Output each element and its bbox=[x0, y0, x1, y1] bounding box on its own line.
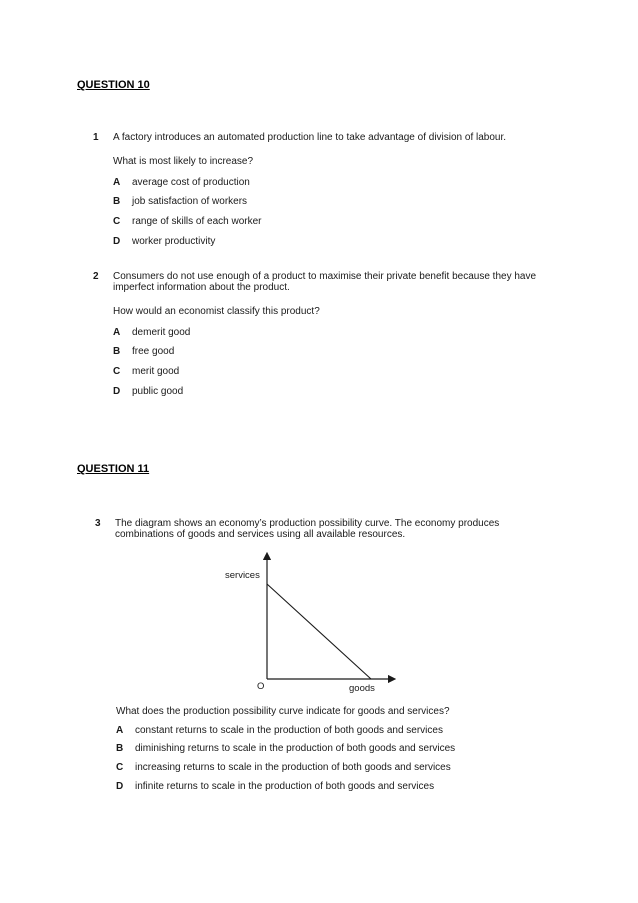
option-text: average cost of production bbox=[132, 177, 250, 188]
option-letter: C bbox=[113, 366, 121, 377]
question-number: 2 bbox=[93, 271, 99, 282]
section-title-question-10: QUESTION 10 bbox=[77, 79, 150, 91]
option-text: worker productivity bbox=[132, 236, 216, 247]
question-stem: What is most likely to increase? bbox=[113, 156, 254, 167]
question-stem: How would an economist classify this product? bbox=[113, 306, 320, 317]
question-text-line-1: The diagram shows an economy’s production possibility curve. The economy produces bbox=[115, 518, 500, 529]
option-letter: B bbox=[113, 196, 121, 207]
question-stem: What does the production possibility curve indicate for goods and services? bbox=[116, 706, 450, 717]
option-text: constant returns to scale in the production of both goods and services bbox=[135, 725, 443, 736]
question-text-line-1: Consumers do not use enough of a product to maximise their private benefit because they have bbox=[113, 271, 537, 282]
question-text: A factory introduces an automated production line to take advantage of division of labour. bbox=[113, 132, 507, 143]
option-letter: B bbox=[113, 346, 121, 357]
question-number: 1 bbox=[93, 132, 99, 143]
x-axis-label: goods bbox=[349, 683, 375, 694]
option-letter: D bbox=[116, 781, 124, 792]
option-letter: A bbox=[113, 177, 121, 188]
option-text: range of skills of each worker bbox=[132, 216, 262, 227]
origin-label: O bbox=[257, 681, 265, 692]
option-letter: D bbox=[113, 386, 121, 397]
question-text-line-2: combinations of goods and services using all available resources. bbox=[115, 529, 406, 540]
option-letter: A bbox=[116, 725, 124, 736]
option-text: increasing returns to scale in the production of both goods and services bbox=[135, 762, 451, 773]
option-letter: A bbox=[113, 327, 121, 338]
option-text: demerit good bbox=[132, 327, 191, 338]
question-number: 3 bbox=[95, 518, 101, 529]
option-text: job satisfaction of workers bbox=[132, 196, 248, 207]
section-title-question-11: QUESTION 11 bbox=[77, 463, 150, 475]
option-letter: C bbox=[113, 216, 121, 227]
option-text: free good bbox=[132, 346, 175, 357]
option-letter: C bbox=[116, 762, 124, 773]
option-text: merit good bbox=[132, 366, 180, 377]
question-text-line-2: imperfect information about the product. bbox=[113, 282, 290, 293]
y-axis-label: services bbox=[225, 570, 260, 581]
option-letter: D bbox=[113, 236, 121, 247]
option-text: diminishing returns to scale in the production of both goods and services bbox=[135, 743, 456, 754]
ppc-line bbox=[267, 584, 371, 679]
option-text: infinite returns to scale in the production of both goods and services bbox=[135, 781, 435, 792]
option-text: public good bbox=[132, 386, 184, 397]
option-letter: B bbox=[116, 743, 124, 754]
